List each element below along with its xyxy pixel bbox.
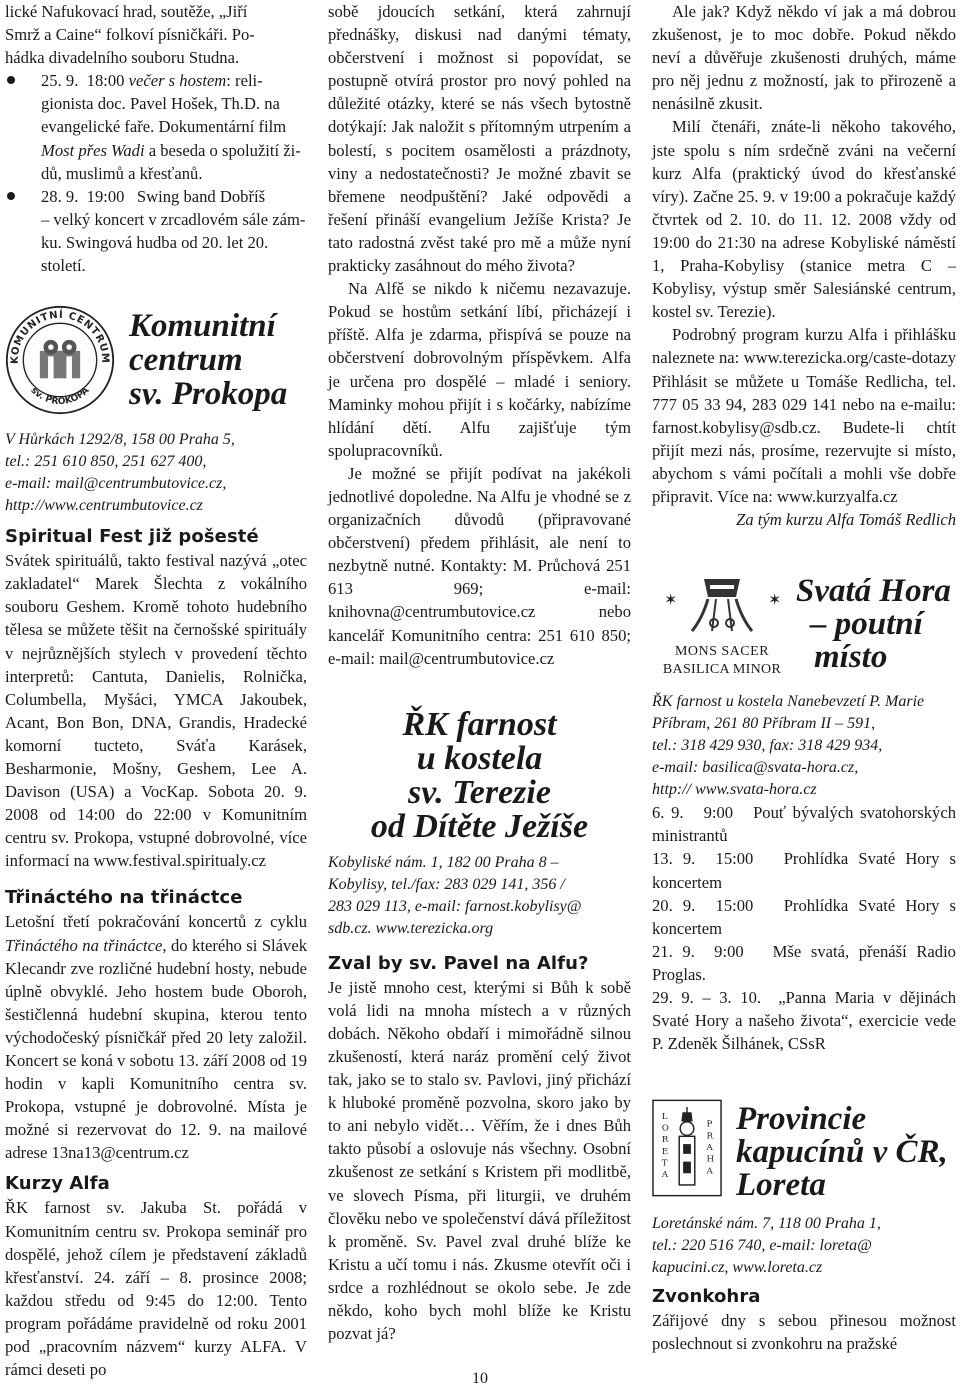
svg-text:✶: ✶: [664, 590, 678, 610]
hora-logo: ✶ ✶ MONS SACER BASILICA MINOR: [652, 575, 792, 679]
spiritual-heading: Spiritual Fest již pošesté: [5, 526, 259, 548]
alfa-para-2: Na Alfě se nikdo k ničemu nezavazuje. Pokud se hostům setkání líbí, přicházejí i příště. Alfa je zdarma, přispívá se pouze na občerstvení dobrovolným příspěvkem. Alfa je určena pro dospělé – mladé i seniory. Maminky mohou přijít i s kočárky, nabízíme hlídání dětí. Alfu zajišťuje tým spolupracovníků.: [328, 279, 631, 460]
kc-header: [5, 305, 307, 423]
bullet-icon: [7, 192, 15, 200]
svg-text:sv. PROKOPA: sv. PROKOPA: [28, 385, 92, 408]
alfa-para-3: Je možné se přijít podívat na jakékoli jednotlivé dopoledne. Na Alfu je vhodné se z organizačních důvodů (připravované občerstvení) předem přihlásit, ale není to nezbytně nutné. Kontakty: M. Průchová 251 613 969; e-mail: knihovna@centrumbutovice.cz nebo kancelář Komunitního centra: 251 610 850; e-mail: mail@centrumbutovice.cz: [328, 463, 631, 668]
loreta-header: [652, 1099, 956, 1203]
event1-line: evangelické faře. Dokumentární film: [41, 117, 287, 137]
svg-text:PRAHA: P R A H A: [706, 1119, 715, 1177]
trinactka-heading: Třináctého na třináctce: [5, 887, 243, 909]
col3-para-3: Podrobný program kurzu Alfa i přihlášku naleznete na: www.terezicka.org/caste-dotazy Přihlásit se můžete u Tomáše Redlicha, tel. 777 05 33 94, 283 029 141 nebo na e-mailu: farnost.kobylisy@sdb.cz. Budete-li chtít přijít mezi nás, prosíme, rezervujte si místo, abychom s vámi počítali a mohli vše dobře připravit. Více na: www.kurzyalfa.cz: [652, 325, 956, 506]
column-2: [328, 0, 631, 1345]
basilica-emblem-icon: [652, 575, 792, 637]
svg-text:KOMUNITNÍ CENTRUM: KOMUNITNÍ CENTRUM: [9, 309, 111, 365]
alfa-text: ŘK farnost sv. Jakuba St. pořádá v Komunitním centru sv. Prokopa seminář pro dospělé, jehož cílem je představení základů křesťanství. 24. září – 8. prosince 2008; každou středu od 9:45 do 12:00. Tento program pořádáme pravidelně od roku 2001 pod „pracovním názvem“ kurzy ALFA. V rámci deseti po: [5, 1198, 307, 1380]
event1-line: Most přes Wadi a beseda o spolužití ži-: [41, 140, 301, 160]
kc-seal-icon: [5, 305, 115, 415]
intro-line-2: Smrž a Caine“ folkoví písničkáři. Po-: [5, 25, 255, 45]
event1-line: gionista doc. Pavel Hošek, Th.D. na: [41, 94, 280, 114]
zvonkohra-heading: Zvonkohra: [652, 1286, 761, 1308]
kc-title: Komunitní centrum sv. Prokopa: [129, 308, 288, 413]
signature: Za tým kurzu Alfa Tomáš Redlich: [736, 510, 956, 530]
event1-line: dů, muslimů a křesťanů.: [41, 163, 203, 183]
hora-event: 13. 9. 15:00 Prohlídka Svaté Hory s koncertem: [652, 849, 956, 892]
hora-header: [652, 575, 956, 679]
col3-para-2: Milí čtenáři, znáte-li někoho takového, jste spolu s ním srdečně zváni na večerní kurz Alfa (praktický úvod do křesťanské víry). Začne 25. 9. v 19:00 a pokračuje každý čtvrtek od 2. 10. do 11. 12. 2008 vždy od 19:00 do 21:30 na adrese Kobyliské náměstí 1, Praha-Kobylisy (stanice metra C – Kobylisy, výstup směr Salesiánské centrum, kostel sv. Terezie).: [652, 117, 956, 322]
alfa-para-1: sobě jdoucích setkání, která zahrnují přednášky, diskusi nad danými tématy, občerstvení i možnost si popovídat, se postupně otvírá prostor pro nový pohled na důležité otázky, které se nás všech bytostně dotýkají: Jak naložit s přítomným utrpením a bolestí, s pocitem osamělosti a prázdnoty, viny a nedostatečnosti? Je možné zbavit se břemene neodpuštění? Jaké odpovědi a řešení přináší evangelium Ježíše Krista? Je tato radostná zvěst také pro mě a může nyní prakticky zasáhnout do mého života?: [328, 2, 631, 276]
event2-line: ku. Swingová hudba od 20. let 20. století.: [41, 232, 269, 276]
column-1: [5, 0, 307, 1381]
svg-text:LORETA: L O R E T A: [661, 1112, 669, 1181]
pavel-text: Je jistě mnoho cest, kterými si Bůh k sobě volá lidi na mnoha místech a v různých dobách. Někoho obdaří i mimořádně silnou zkušeností, která naráz promění celý život tak, jako se to stalo sv. Pavlovi, jiný přichází k hluboké proměně pozvolna, skoro jako by to ani nebylo vidět… Věřím, že i dnes Bůh takto působí a oslovuje nás všechny. Osobní zkušenost ze setkání s Kristem při modlitbě, ve slovech Písma, při liturgii, ve druhém člověku nebo ve společenství dává příležitost k proměně. Sv. Pavel zval druhé blíže ke Kristu a učí tomu i nás. Zkusme otevřít oči i srdce a rozhlédnout se okolo sebe. Je zde někdo, koho bych mohl blíže ke Kristu pozvat já?: [328, 977, 631, 1344]
column-3: [652, 0, 956, 1356]
loreta-logo: [652, 1099, 724, 1203]
bullet-icon: [7, 76, 15, 84]
hora-title: Svatá Hora – poutní místo: [796, 573, 951, 676]
pavel-heading: Zval by sv. Pavel na Alfu?: [328, 952, 589, 974]
hora-events: [652, 801, 956, 1055]
alfa-heading: Kurzy Alfa: [5, 1173, 110, 1195]
intro-line-1: lické Nafukovací hrad, soutěže, „Jiří: [5, 2, 248, 21]
terezie-contact: Kobyliské nám. 1, 182 00 Praha 8 – Kobylisy, tel./fax: 283 029 141, 356 / 283 029 113, e-mail: farnost.kobylisy@ sdb.cz. www.terezicka.org: [328, 853, 582, 937]
hora-contact: ŘK farnost u kostela Nanebevzetí P. Marie Příbram, 261 80 Příbram II – 591, tel.: 318 429 930, fax: 318 429 934, e-mail: basilica@svata-hora.cz, http:// www.svata-hora.cz: [652, 693, 925, 799]
hora-event: 21. 9. 9:00 Mše svatá, přenáší Radio Proglas.: [652, 941, 956, 984]
event-list-item: 25. 9. 18:00 večer s hostem: reli-: [5, 69, 307, 92]
event-list-item: 28. 9. 19:00 Swing band Dobříš: [5, 185, 307, 208]
page-number: 10: [472, 1370, 488, 1387]
hora-event: 6. 9. 9:00 Pouť bývalých svatohorských ministrantů: [652, 803, 956, 846]
spiritual-text: Svátek spirituálů, takto festival nazývá „otec zakladatel“ Marek Šlechta z vokálního souboru Geshem. Kromě tohoto hudebního tělesa se můžete těšit na černošské spirituály v nejrůznějších stylech v provedení těchto interpretů: Cantuta, Danielis, Rolnička, Columbella, Myšáci, YMCA Jakoubek, Acant, Bon Bon, DNA, Grandis, Hradecké komorní tucteto, Sváťa Karásek, Besharmonie, Mošny, Geshem, Lee A. Davison (USA) a VocKap. Sobota 20. 9. 2008 od 14:00 do 22:00 v Komunitním centru sv. Prokopa, vstupné dobrovolné, více informací na www.festival.spiritualy.cz: [5, 551, 307, 871]
hora-event: 29. 9. – 3. 10. „Panna Maria v dějinách Svaté Hory a našeho života“, exercicie vede P. Zdeněk Šilhánek, CSsR: [652, 988, 956, 1054]
loreta-tower-icon: [652, 1099, 722, 1197]
kc-contact: V Hůrkách 1292/8, 158 00 Praha 5, tel.: 251 610 850, 251 627 400, e-mail: mail@centrumbutovice.cz, http://www.centrumbutovice.cz: [5, 431, 235, 515]
col3-para-1: Ale jak? Když někdo ví jak a má dobrou zkušenost, je to moc dobře. Pokud někdo neví a důvěřuje zkušenosti druhých, máme pro něj jednu z možností, jak to přirozeně a nenásilně zkusit.: [652, 2, 956, 114]
svg-text:✶: ✶: [768, 590, 782, 610]
kc-logo: [5, 305, 123, 423]
hora-event: 20. 9. 15:00 Prohlídka Svaté Hory s koncertem: [652, 895, 956, 938]
loreta-contact: Loretánské nám. 7, 118 00 Praha 1, tel.: 220 516 740, e-mail: loreta@ kapucini.cz, www.loreta.cz: [652, 1215, 881, 1277]
event2-line: – velký koncert v zrcadlovém sále zám-: [41, 209, 306, 229]
terezie-title: ŘK farnost u kostela sv. Terezie od Dítěte Ježíše: [370, 705, 589, 845]
trinactka-text: Letošní třetí pokračování koncertů z cyklu Třináctého na třináctce, do kterého si Slávek Klecandr zve rozličné hudební hosty, nebude úplně obvyklé. Jeho hostem bude Oboroh, šestičlenná hudební skupina, kterou tento východočeský písničkář před 20 lety založil. Koncert se koná v sobotu 13. září 2008 od 19 hodin v kapli Komunitního centra sv. Prokopa, vstupné je dobrovolné. Místa je možné si rezervovat do 12. 9. na mailové adrese 13na13@centrum.cz: [5, 912, 307, 1163]
zvonkohra-text: Zářijové dny s sebou přinesou možnost poslechnout si zvonkohru na pražské: [652, 1311, 956, 1354]
intro-line-3: hádka divadelního souboru Studna.: [5, 48, 240, 68]
loreta-title: Provincie kapucínů v ČR, Loreta: [736, 1101, 948, 1204]
